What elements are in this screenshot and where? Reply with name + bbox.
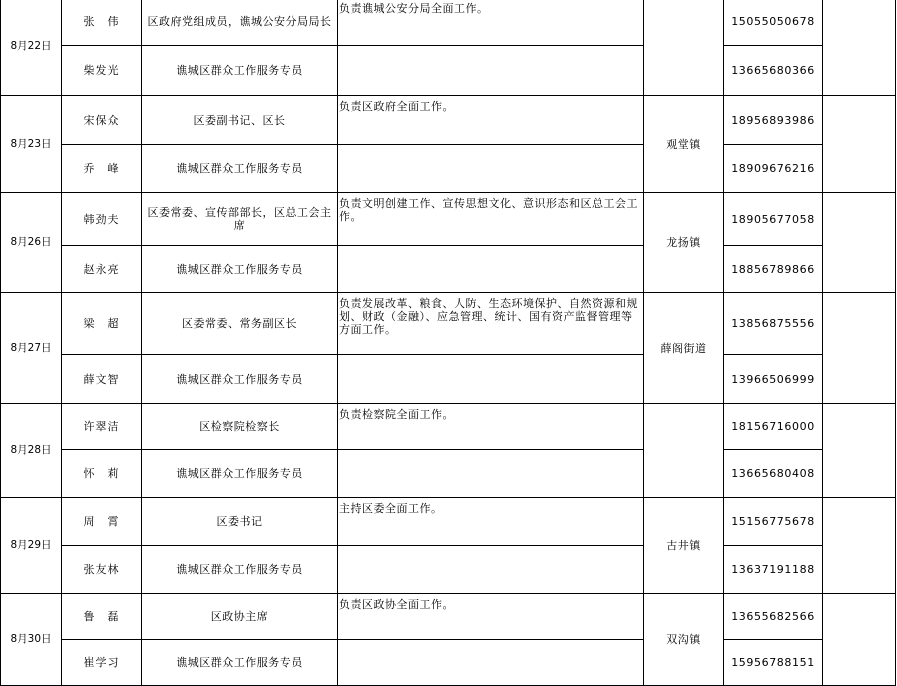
phone-cell: 18956893986 [724, 96, 823, 145]
phone-cell: 13655682566 [724, 594, 823, 640]
phone-cell: 13665680408 [724, 450, 823, 498]
phone-cell: 13637191188 [724, 546, 823, 594]
table-row [1, 0, 896, 46]
table-row [1, 640, 896, 686]
phone-cell: 13665680366 [724, 46, 823, 96]
phone-cell: 13856875556 [724, 293, 823, 355]
location-cell [644, 0, 724, 96]
remarks-cell [823, 193, 896, 293]
table-row [1, 546, 896, 594]
date-cell: 8月22日 [1, 0, 62, 96]
name-cell: 柴发光 [62, 46, 142, 96]
position-cell: 区委常委、宣传部部长，区总工会主席 [142, 193, 338, 246]
position-cell: 区委书记 [142, 498, 338, 546]
table-row [1, 293, 896, 355]
position-cell: 区委副书记、区长 [142, 96, 338, 145]
remarks-cell [823, 293, 896, 404]
table-row [1, 193, 896, 246]
table-row [1, 145, 896, 193]
remarks-cell [823, 0, 896, 96]
phone-cell: 18909676216 [724, 145, 823, 193]
position-cell: 区政府党组成员，谯城公安分局局长 [142, 0, 338, 46]
duty-cell [338, 640, 644, 686]
phone-cell: 15156775678 [724, 498, 823, 546]
location-cell: 观堂镇 [644, 96, 724, 193]
table-row [1, 404, 896, 450]
duty-cell: 负责谯城公安分局全面工作。 [338, 0, 644, 46]
date-cell: 8月27日 [1, 293, 62, 404]
table-row [1, 594, 896, 640]
duty-cell: 负责检察院全面工作。 [338, 404, 644, 450]
location-cell: 古井镇 [644, 498, 724, 594]
name-cell: 薛文智 [62, 355, 142, 404]
duty-cell [338, 46, 644, 96]
remarks-cell [823, 96, 896, 193]
date-cell: 8月30日 [1, 594, 62, 686]
location-cell: 双沟镇 [644, 594, 724, 686]
phone-cell: 15956788151 [724, 640, 823, 686]
remarks-cell [823, 498, 896, 594]
date-cell: 8月28日 [1, 404, 62, 498]
name-cell: 崔学习 [62, 640, 142, 686]
name-cell: 怀 莉 [62, 450, 142, 498]
table-row [1, 450, 896, 498]
phone-cell: 18856789866 [724, 246, 823, 293]
duty-cell [338, 145, 644, 193]
duty-cell [338, 546, 644, 594]
position-cell: 谯城区群众工作服务专员 [142, 450, 338, 498]
table-row [1, 498, 896, 546]
position-cell: 区委常委、常务副区长 [142, 293, 338, 355]
name-cell: 周 霄 [62, 498, 142, 546]
table-row [1, 46, 896, 96]
name-cell: 韩劲夫 [62, 193, 142, 246]
phone-cell: 13966506999 [724, 355, 823, 404]
duty-cell [338, 355, 644, 404]
date-cell: 8月29日 [1, 498, 62, 594]
location-cell [644, 404, 724, 498]
name-cell: 梁 超 [62, 293, 142, 355]
duty-cell: 负责发展改革、粮食、人防、生态环境保护、自然资源和规划、财政（金融）、应急管理、统计、国有资产监督管理等方面工作。 [338, 293, 644, 355]
name-cell: 宋保众 [62, 96, 142, 145]
duty-cell [338, 450, 644, 498]
location-cell: 龙扬镇 [644, 193, 724, 293]
position-cell: 谯城区群众工作服务专员 [142, 246, 338, 293]
position-cell: 谯城区群众工作服务专员 [142, 145, 338, 193]
duty-cell: 负责文明创建工作、宣传思想文化、意识形态和区总工会工作。 [338, 193, 644, 246]
remarks-cell [823, 404, 896, 498]
name-cell: 乔 峰 [62, 145, 142, 193]
name-cell: 鲁 磊 [62, 594, 142, 640]
position-cell: 谯城区群众工作服务专员 [142, 546, 338, 594]
position-cell: 谯城区群众工作服务专员 [142, 640, 338, 686]
table-row [1, 355, 896, 404]
location-cell: 薛阁街道 [644, 293, 724, 404]
position-cell: 区检察院检察长 [142, 404, 338, 450]
duty-cell: 负责区政府全面工作。 [338, 96, 644, 145]
name-cell: 张 伟 [62, 0, 142, 46]
name-cell: 赵永亮 [62, 246, 142, 293]
remarks-cell [823, 594, 896, 686]
duty-cell [338, 246, 644, 293]
duty-cell: 负责区政协全面工作。 [338, 594, 644, 640]
position-cell: 谯城区群众工作服务专员 [142, 46, 338, 96]
name-cell: 张友林 [62, 546, 142, 594]
phone-cell: 15055050678 [724, 0, 823, 46]
date-cell: 8月26日 [1, 193, 62, 293]
position-cell: 区政协主席 [142, 594, 338, 640]
duty-cell: 主持区委全面工作。 [338, 498, 644, 546]
phone-cell: 18905677058 [724, 193, 823, 246]
phone-cell: 18156716000 [724, 404, 823, 450]
name-cell: 许翠洁 [62, 404, 142, 450]
table-row [1, 96, 896, 145]
date-cell: 8月23日 [1, 96, 62, 193]
position-cell: 谯城区群众工作服务专员 [142, 355, 338, 404]
table-row [1, 246, 896, 293]
